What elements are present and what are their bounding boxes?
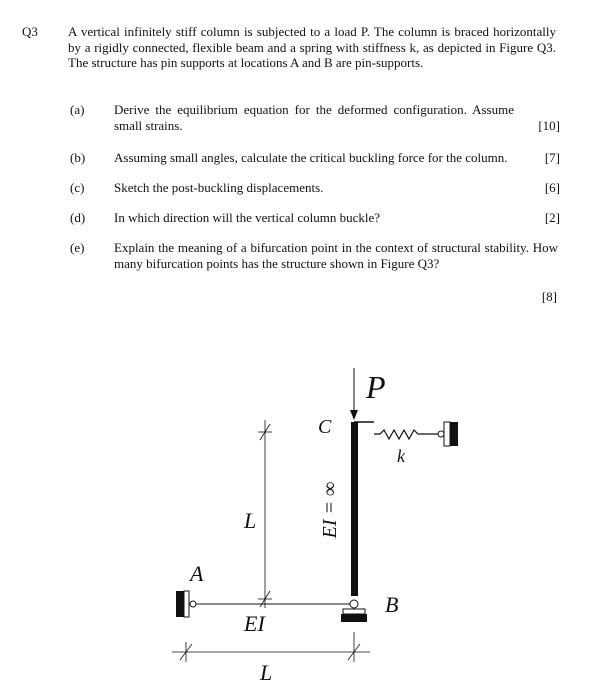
support-b-plate <box>343 609 365 614</box>
spring-pin <box>438 431 444 437</box>
part-label: (a) <box>70 102 85 117</box>
part-text: Assuming small angles, calculate the critical buckling force for the column. <box>114 150 508 165</box>
load-label: P <box>366 369 386 405</box>
part-a <box>70 102 560 136</box>
beam-stiffness-label: EI <box>244 611 265 636</box>
part-marks: [2] <box>544 210 560 225</box>
part-label: (c) <box>70 180 85 195</box>
part-text: Sketch the post-buckling displacements. <box>114 180 324 195</box>
part-text: Explain the meaning of a bifurcation point in the context of structural stability. How many bifurcation points has the structure shown in Figure Q3? <box>114 240 558 271</box>
part-b <box>70 150 560 168</box>
part-e-marks: [8] <box>541 289 557 304</box>
part-label: (d) <box>70 210 86 225</box>
vertical-dimension <box>258 420 272 608</box>
part-c <box>70 180 560 198</box>
support-a-label: A <box>190 561 204 586</box>
horizontal-dimension <box>172 632 370 662</box>
spring <box>374 430 438 439</box>
support-b-ground <box>341 614 367 622</box>
spring-label: k <box>397 446 405 466</box>
support-b-label: B <box>385 592 399 617</box>
support-a-pin <box>190 601 196 607</box>
support-a-wall <box>176 591 184 617</box>
part-text: Derive the equilibrium equation for the deformed configuration. Assume small strains. <box>114 102 514 133</box>
part-label: (b) <box>70 150 86 165</box>
load-arrow <box>350 368 358 420</box>
part-e <box>70 240 560 274</box>
part-marks: [10] <box>538 118 560 133</box>
support-b-pin <box>350 600 358 608</box>
horizontal-length-label: L <box>260 660 273 685</box>
question-number: Q3 <box>22 24 38 39</box>
part-marks: [7] <box>544 150 560 165</box>
column-stiffness-label: EI = ∞ <box>319 481 341 539</box>
part-label: (e) <box>70 240 85 255</box>
part-marks: [6] <box>544 180 560 195</box>
spring-wall-face <box>444 422 450 446</box>
question-intro: A vertical infinitely stiff column is subjected to a load P. The column is braced horizontally by a rigidly connected, flexible beam and a spring with stiffness k, as depicted in Figure Q3. The structure has pin supports at locations A and B are pin-supports. <box>68 24 556 70</box>
part-d <box>70 210 560 228</box>
support-a-wall-face <box>184 591 189 617</box>
rigid-column <box>351 422 358 596</box>
vertical-length-label: L <box>244 508 257 533</box>
node-c-label: C <box>318 416 332 438</box>
figure-q3 <box>0 340 603 700</box>
part-text: In which direction will the vertical column buckle? <box>114 210 381 225</box>
spring-wall <box>450 422 458 446</box>
